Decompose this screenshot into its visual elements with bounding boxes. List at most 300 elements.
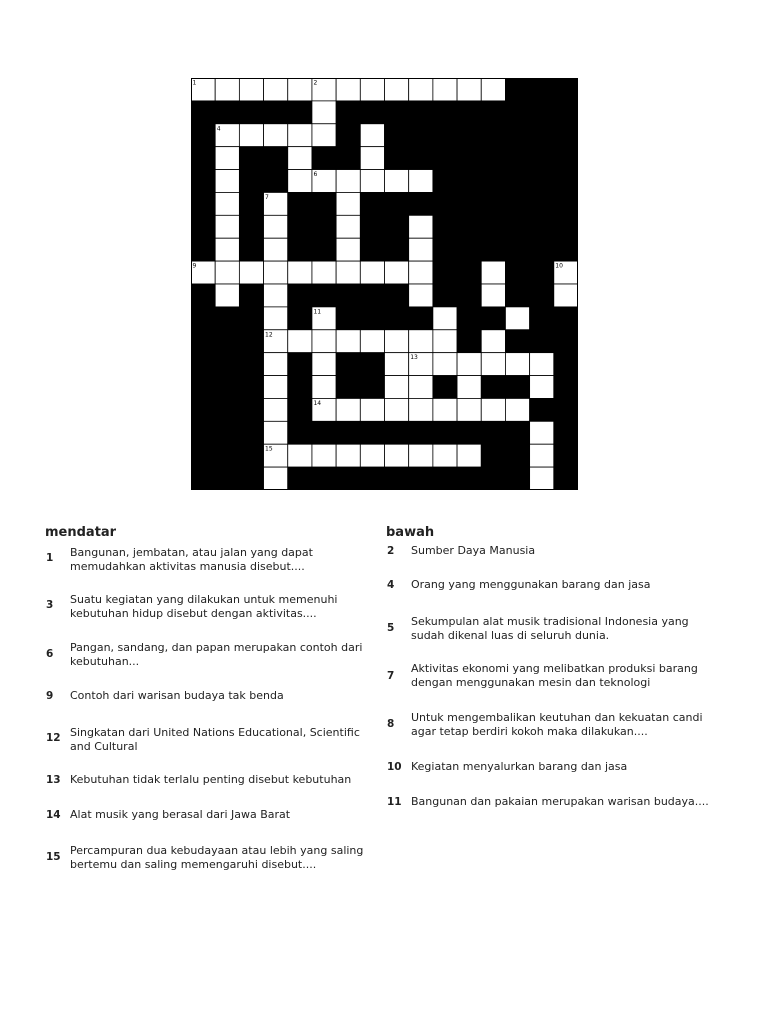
grid-letter-cell[interactable] — [239, 78, 263, 101]
down-section-title: bawah — [386, 525, 435, 540]
grid-letter-cell[interactable] — [264, 78, 288, 101]
grid-block-cell — [191, 192, 215, 215]
grid-letter-cell[interactable] — [505, 398, 529, 421]
grid-letter-cell[interactable] — [433, 444, 457, 467]
grid-letter-cell[interactable] — [336, 398, 360, 421]
grid-letter-cell[interactable] — [312, 444, 336, 467]
grid-letter-cell[interactable] — [385, 330, 409, 353]
grid-letter-cell[interactable] — [481, 284, 505, 307]
grid-block-cell — [215, 467, 239, 490]
grid-block-cell — [360, 238, 384, 261]
grid-block-cell — [433, 170, 457, 193]
grid-letter-cell[interactable] — [409, 238, 433, 261]
grid-block-cell — [312, 421, 336, 444]
grid-block-cell — [505, 124, 529, 147]
grid-letter-cell[interactable] — [264, 238, 288, 261]
grid-block-cell — [409, 467, 433, 490]
grid-block-cell — [505, 101, 529, 124]
grid-block-cell — [239, 444, 263, 467]
grid-letter-cell[interactable] — [264, 398, 288, 421]
grid-clue-number: 6 — [313, 171, 318, 179]
grid-letter-cell[interactable] — [264, 421, 288, 444]
grid-letter-cell[interactable] — [312, 101, 336, 124]
grid-block-cell — [409, 192, 433, 215]
grid-clue-number: 1 — [192, 79, 197, 87]
grid-letter-cell[interactable] — [433, 398, 457, 421]
grid-block-cell — [312, 147, 336, 170]
clue-number: 3 — [46, 599, 54, 611]
grid-letter-cell[interactable] — [336, 78, 360, 101]
grid-clue-number: 11 — [313, 308, 322, 316]
grid-block-cell — [191, 284, 215, 307]
grid-block-cell — [481, 215, 505, 238]
grid-letter-cell[interactable] — [409, 444, 433, 467]
grid-block-cell — [336, 467, 360, 490]
grid-block-cell — [288, 353, 312, 376]
clue-text: Orang yang menggunakan barang dan jasa — [411, 578, 651, 591]
grid-letter-cell[interactable] — [409, 261, 433, 284]
grid-letter-cell[interactable] — [360, 147, 384, 170]
clue-text: Aktivitas ekonomi yang melibatkan produksi barang dengan menggunakan mesin dan teknologi — [411, 662, 698, 689]
grid-block-cell — [554, 398, 578, 421]
grid-block-cell — [409, 421, 433, 444]
grid-block-cell — [215, 101, 239, 124]
grid-block-cell — [530, 147, 554, 170]
grid-block-cell — [215, 353, 239, 376]
clue-number: 14 — [46, 809, 61, 821]
grid-block-cell — [239, 330, 263, 353]
grid-letter-cell[interactable] — [457, 376, 481, 399]
grid-letter-cell[interactable] — [288, 147, 312, 170]
grid-block-cell — [433, 215, 457, 238]
grid-block-cell — [336, 421, 360, 444]
grid-block-cell — [385, 307, 409, 330]
clue-number: 15 — [46, 851, 61, 863]
grid-block-cell — [215, 307, 239, 330]
grid-block-cell — [457, 170, 481, 193]
grid-letter-cell[interactable] — [457, 78, 481, 101]
grid-letter-cell[interactable] — [312, 261, 336, 284]
grid-block-cell — [433, 261, 457, 284]
grid-letter-cell[interactable] — [215, 261, 239, 284]
grid-block-cell — [385, 101, 409, 124]
grid-block-cell — [481, 307, 505, 330]
grid-letter-cell[interactable] — [360, 261, 384, 284]
grid-letter-cell[interactable] — [481, 353, 505, 376]
grid-block-cell — [191, 353, 215, 376]
grid-letter-cell[interactable] — [409, 398, 433, 421]
grid-letter-cell[interactable] — [409, 215, 433, 238]
clue-number: 5 — [387, 622, 395, 634]
grid-block-cell — [215, 330, 239, 353]
grid-block-cell — [360, 215, 384, 238]
grid-block-cell — [191, 421, 215, 444]
grid-letter-cell[interactable] — [264, 124, 288, 147]
grid-block-cell — [433, 284, 457, 307]
clue-number: 4 — [387, 579, 395, 591]
grid-block-cell — [288, 284, 312, 307]
grid-block-cell — [360, 353, 384, 376]
clue-number: 6 — [46, 648, 54, 660]
grid-block-cell — [385, 467, 409, 490]
grid-letter-cell[interactable] — [385, 376, 409, 399]
clue-text: Bangunan dan pakaian merupakan warisan budaya.... — [411, 795, 709, 808]
grid-block-cell — [191, 376, 215, 399]
grid-letter-cell[interactable] — [360, 444, 384, 467]
grid-block-cell — [530, 101, 554, 124]
grid-letter-cell[interactable] — [215, 170, 239, 193]
grid-letter-cell[interactable] — [215, 238, 239, 261]
grid-block-cell — [215, 421, 239, 444]
grid-letter-cell[interactable] — [481, 78, 505, 101]
grid-block-cell — [239, 307, 263, 330]
grid-block-cell — [530, 261, 554, 284]
grid-block-cell — [457, 101, 481, 124]
grid-letter-cell[interactable] — [360, 398, 384, 421]
grid-block-cell — [336, 353, 360, 376]
grid-block-cell — [505, 192, 529, 215]
grid-block-cell — [433, 467, 457, 490]
grid-block-cell — [288, 215, 312, 238]
grid-block-cell — [191, 147, 215, 170]
grid-clue-number: 9 — [192, 262, 197, 270]
grid-block-cell — [264, 170, 288, 193]
grid-block-cell — [481, 147, 505, 170]
grid-block-cell — [505, 467, 529, 490]
across-section-title: mendatar — [45, 525, 117, 540]
grid-block-cell — [433, 421, 457, 444]
grid-block-cell — [215, 376, 239, 399]
grid-block-cell — [360, 467, 384, 490]
grid-block-cell — [554, 101, 578, 124]
grid-block-cell — [360, 376, 384, 399]
grid-letter-cell[interactable] — [336, 238, 360, 261]
grid-letter-cell[interactable] — [530, 421, 554, 444]
grid-letter-cell[interactable] — [530, 353, 554, 376]
grid-letter-cell[interactable] — [385, 353, 409, 376]
grid-block-cell — [481, 467, 505, 490]
grid-block-cell — [360, 421, 384, 444]
grid-block-cell — [554, 192, 578, 215]
grid-letter-cell[interactable] — [433, 353, 457, 376]
grid-block-cell — [481, 192, 505, 215]
grid-block-cell — [288, 238, 312, 261]
grid-block-cell — [288, 307, 312, 330]
grid-block-cell — [457, 467, 481, 490]
grid-letter-cell[interactable] — [336, 261, 360, 284]
grid-letter-cell[interactable] — [288, 124, 312, 147]
grid-letter-cell[interactable] — [215, 192, 239, 215]
grid-block-cell — [554, 330, 578, 353]
grid-letter-cell[interactable] — [239, 124, 263, 147]
grid-block-cell — [554, 124, 578, 147]
grid-letter-cell[interactable] — [360, 124, 384, 147]
clue-number: 9 — [46, 690, 54, 702]
grid-letter-cell[interactable] — [264, 376, 288, 399]
grid-letter-cell[interactable] — [409, 330, 433, 353]
grid-block-cell — [530, 398, 554, 421]
grid-block-cell — [505, 147, 529, 170]
clue-number: 12 — [46, 732, 61, 744]
grid-block-cell — [481, 238, 505, 261]
grid-block-cell — [336, 307, 360, 330]
grid-letter-cell[interactable] — [336, 330, 360, 353]
grid-letter-cell[interactable] — [264, 215, 288, 238]
grid-block-cell — [191, 444, 215, 467]
grid-block-cell — [481, 101, 505, 124]
grid-letter-cell[interactable] — [409, 284, 433, 307]
grid-letter-cell[interactable] — [336, 444, 360, 467]
grid-letter-cell[interactable] — [288, 330, 312, 353]
grid-block-cell — [505, 215, 529, 238]
grid-letter-cell[interactable] — [457, 444, 481, 467]
grid-block-cell — [530, 192, 554, 215]
grid-block-cell — [530, 284, 554, 307]
grid-block-cell — [191, 170, 215, 193]
grid-letter-cell[interactable] — [312, 330, 336, 353]
grid-block-cell — [360, 101, 384, 124]
grid-block-cell — [264, 147, 288, 170]
grid-block-cell — [433, 376, 457, 399]
grid-letter-cell[interactable] — [505, 307, 529, 330]
grid-clue-number: 7 — [265, 193, 269, 201]
grid-letter-cell[interactable] — [288, 261, 312, 284]
grid-block-cell — [481, 170, 505, 193]
grid-block-cell — [505, 238, 529, 261]
grid-block-cell — [385, 147, 409, 170]
grid-block-cell — [457, 330, 481, 353]
grid-block-cell — [239, 192, 263, 215]
grid-block-cell — [481, 421, 505, 444]
grid-block-cell — [409, 101, 433, 124]
grid-block-cell — [385, 215, 409, 238]
grid-letter-cell[interactable] — [264, 467, 288, 490]
clue-text: Singkatan dari United Nations Educational, Scientific and Cultural — [70, 726, 360, 753]
grid-block-cell — [288, 192, 312, 215]
grid-block-cell — [239, 238, 263, 261]
grid-clue-number: 14 — [313, 399, 322, 407]
grid-block-cell — [530, 307, 554, 330]
grid-letter-cell[interactable] — [336, 215, 360, 238]
grid-letter-cell[interactable] — [288, 78, 312, 101]
grid-block-cell — [530, 238, 554, 261]
grid-letter-cell[interactable] — [433, 78, 457, 101]
grid-block-cell — [191, 238, 215, 261]
clue-text: Sumber Daya Manusia — [411, 544, 536, 557]
grid-letter-cell[interactable] — [385, 261, 409, 284]
grid-letter-cell[interactable] — [360, 78, 384, 101]
grid-block-cell — [312, 284, 336, 307]
grid-block-cell — [530, 330, 554, 353]
clue-text: Untuk mengembalikan keutuhan dan kekuatan candi agar tetap berdiri kokoh maka dilakukan.... — [411, 711, 703, 738]
grid-block-cell — [505, 261, 529, 284]
grid-block-cell — [554, 421, 578, 444]
clue-number: 8 — [387, 718, 395, 730]
grid-letter-cell[interactable] — [215, 78, 239, 101]
clue-text: Alat musik yang berasal dari Jawa Barat — [70, 808, 291, 821]
grid-letter-cell[interactable] — [360, 330, 384, 353]
grid-letter-cell[interactable] — [385, 398, 409, 421]
grid-block-cell — [530, 124, 554, 147]
grid-letter-cell[interactable] — [505, 353, 529, 376]
grid-block-cell — [191, 398, 215, 421]
grid-block-cell — [457, 307, 481, 330]
grid-block-cell — [554, 147, 578, 170]
clue-number: 10 — [387, 761, 402, 773]
grid-block-cell — [457, 261, 481, 284]
grid-block-cell — [433, 147, 457, 170]
grid-block-cell — [457, 192, 481, 215]
grid-block-cell — [481, 376, 505, 399]
grid-letter-cell[interactable] — [239, 261, 263, 284]
grid-letter-cell[interactable] — [433, 330, 457, 353]
grid-block-cell — [191, 101, 215, 124]
grid-letter-cell[interactable] — [264, 284, 288, 307]
grid-block-cell — [312, 192, 336, 215]
grid-letter-cell[interactable] — [530, 376, 554, 399]
grid-letter-cell[interactable] — [215, 215, 239, 238]
grid-block-cell — [385, 284, 409, 307]
grid-letter-cell[interactable] — [481, 261, 505, 284]
grid-block-cell — [288, 467, 312, 490]
grid-block-cell — [312, 467, 336, 490]
grid-letter-cell[interactable] — [554, 284, 578, 307]
grid-letter-cell[interactable] — [312, 124, 336, 147]
grid-block-cell — [409, 307, 433, 330]
grid-clue-number: 4 — [216, 125, 221, 133]
grid-block-cell — [433, 124, 457, 147]
grid-letter-cell[interactable] — [385, 444, 409, 467]
grid-block-cell — [554, 170, 578, 193]
grid-block-cell — [481, 444, 505, 467]
grid-block-cell — [215, 398, 239, 421]
clue-text: Kebutuhan tidak terlalu penting disebut kebutuhan — [70, 773, 352, 786]
grid-letter-cell[interactable] — [264, 261, 288, 284]
grid-letter-cell[interactable] — [385, 78, 409, 101]
clue-number: 1 — [46, 552, 54, 564]
grid-clue-number: 8 — [458, 216, 463, 224]
grid-block-cell — [239, 353, 263, 376]
grid-block-cell — [433, 238, 457, 261]
grid-block-cell — [554, 444, 578, 467]
grid-block-cell — [239, 170, 263, 193]
grid-block-cell — [191, 215, 215, 238]
grid-block-cell — [336, 376, 360, 399]
grid-block-cell — [336, 147, 360, 170]
grid-block-cell — [457, 284, 481, 307]
grid-block-cell — [191, 307, 215, 330]
grid-clue-number: 2 — [313, 79, 318, 87]
grid-block-cell — [191, 467, 215, 490]
grid-block-cell — [505, 330, 529, 353]
clue-number: 11 — [387, 796, 402, 808]
grid-block-cell — [554, 376, 578, 399]
grid-clue-number: 3 — [192, 125, 197, 133]
grid-block-cell — [554, 467, 578, 490]
grid-letter-cell[interactable] — [433, 307, 457, 330]
grid-block-cell — [433, 192, 457, 215]
grid-letter-cell[interactable] — [288, 170, 312, 193]
grid-block-cell — [239, 147, 263, 170]
grid-block-cell — [457, 147, 481, 170]
grid-letter-cell[interactable] — [457, 353, 481, 376]
grid-letter-cell[interactable] — [288, 444, 312, 467]
grid-block-cell — [288, 376, 312, 399]
grid-letter-cell[interactable] — [530, 444, 554, 467]
grid-block-cell — [554, 215, 578, 238]
grid-block-cell — [409, 147, 433, 170]
clue-text: Percampuran dua kebudayaan atau lebih yang saling bertemu dan saling memengaruhi disebut.... — [70, 844, 364, 871]
grid-letter-cell[interactable] — [409, 376, 433, 399]
grid-block-cell — [505, 444, 529, 467]
grid-letter-cell[interactable] — [264, 353, 288, 376]
crossword-grid — [191, 78, 578, 490]
grid-clue-number: 15 — [265, 445, 273, 453]
grid-letter-cell[interactable] — [409, 170, 433, 193]
clue-text: Kegiatan menyalurkan barang dan jasa — [411, 760, 628, 773]
grid-block-cell — [239, 398, 263, 421]
grid-block-cell — [409, 124, 433, 147]
clue-text: Bangunan, jembatan, atau jalan yang dapat memudahkan aktivitas manusia disebut.... — [70, 546, 313, 573]
grid-letter-cell[interactable] — [215, 284, 239, 307]
clue-text: Contoh dari warisan budaya tak benda — [70, 689, 284, 702]
grid-letter-cell[interactable] — [385, 170, 409, 193]
grid-letter-cell[interactable] — [457, 398, 481, 421]
grid-letter-cell[interactable] — [481, 330, 505, 353]
grid-block-cell — [288, 101, 312, 124]
grid-block-cell — [239, 284, 263, 307]
grid-block-cell — [288, 421, 312, 444]
grid-letter-cell[interactable] — [312, 376, 336, 399]
grid-letter-cell[interactable] — [312, 353, 336, 376]
clue-text: Suatu kegiatan yang dilakukan untuk memenuhi kebutuhan hidup disebut dengan aktivitas.... — [70, 593, 338, 620]
grid-letter-cell[interactable] — [215, 147, 239, 170]
grid-block-cell — [385, 238, 409, 261]
clue-number: 7 — [387, 670, 395, 682]
grid-block-cell — [264, 101, 288, 124]
grid-block-cell — [481, 124, 505, 147]
grid-block-cell — [191, 330, 215, 353]
grid-block-cell — [239, 101, 263, 124]
grid-block-cell — [530, 215, 554, 238]
grid-letter-cell[interactable] — [360, 170, 384, 193]
grid-block-cell — [312, 238, 336, 261]
grid-clue-number: 13 — [410, 354, 418, 362]
clue-number: 13 — [46, 774, 61, 786]
grid-block-cell — [336, 124, 360, 147]
grid-block-cell — [554, 307, 578, 330]
clue-text: Pangan, sandang, dan papan merupakan contoh dari kebutuhan... — [70, 641, 363, 668]
grid-block-cell — [554, 353, 578, 376]
grid-block-cell — [239, 467, 263, 490]
grid-letter-cell[interactable] — [336, 192, 360, 215]
grid-block-cell — [505, 78, 529, 101]
grid-letter-cell[interactable] — [336, 170, 360, 193]
grid-letter-cell[interactable] — [264, 307, 288, 330]
grid-block-cell — [530, 78, 554, 101]
grid-clue-number: 5 — [386, 125, 390, 133]
grid-block-cell — [360, 192, 384, 215]
grid-block-cell — [239, 376, 263, 399]
grid-block-cell — [505, 421, 529, 444]
grid-letter-cell[interactable] — [530, 467, 554, 490]
grid-letter-cell[interactable] — [409, 78, 433, 101]
grid-letter-cell[interactable] — [481, 398, 505, 421]
grid-block-cell — [360, 307, 384, 330]
grid-block-cell — [336, 284, 360, 307]
grid-block-cell — [554, 78, 578, 101]
grid-block-cell — [312, 215, 336, 238]
